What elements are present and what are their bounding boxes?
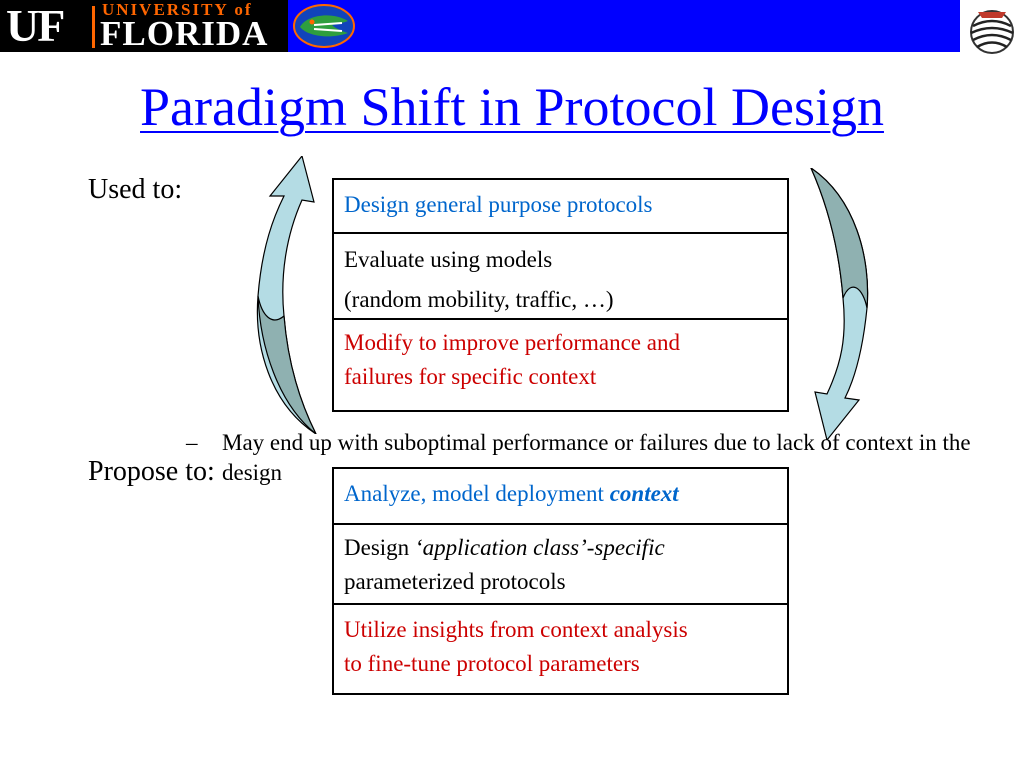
uf-university-line: UNIVERSITY of <box>102 0 253 19</box>
uf-logo-divider <box>92 6 95 48</box>
propose-to-steps-box <box>332 467 789 695</box>
propose-step-2-rest: parameterized protocols <box>344 569 566 594</box>
cycle-arrow-up-icon <box>250 156 322 434</box>
used-step-1 <box>334 180 787 234</box>
used-step-3-line-2: failures for specific context <box>344 364 597 389</box>
propose-step-2 <box>334 525 787 605</box>
uf-florida-line: FLORIDA <box>100 14 269 53</box>
nomads-globe-icon <box>964 2 1020 56</box>
used-step-2-line-1: Evaluate using models <box>344 247 553 272</box>
propose-step-2-text: Design <box>344 535 415 560</box>
propose-step-3 <box>334 605 787 691</box>
used-step-1-text: Design general purpose protocols <box>344 192 653 217</box>
propose-step-1-text: Analyze, model deployment <box>344 481 610 506</box>
propose-step-1-emphasis: context <box>609 481 679 506</box>
uf-logo <box>0 0 288 52</box>
used-to-steps-box <box>332 178 789 412</box>
propose-step-2-emphasis: ‘application class’-specific <box>414 535 665 560</box>
used-step-2-line-2: (random mobility, traffic, …) <box>344 287 614 312</box>
gator-icon <box>292 3 356 49</box>
used-to-label: Used to: <box>88 174 183 205</box>
used-step-2 <box>334 234 787 320</box>
slide-title: Paradigm Shift in Protocol Design <box>140 77 884 137</box>
cycle-arrow-down-icon <box>805 168 875 440</box>
propose-step-3-line-2: to fine-tune protocol parameters <box>344 651 640 676</box>
propose-to-label: Propose to: <box>88 456 215 487</box>
uf-monogram: UF <box>6 0 64 51</box>
used-step-3 <box>334 320 787 408</box>
propose-step-1 <box>334 469 787 525</box>
bullet-note-text: May end up with suboptimal performance or failures due to lack of context in the design <box>222 430 971 485</box>
bullet-dash: – <box>186 430 198 455</box>
used-step-3-line-1: Modify to improve performance and <box>344 330 680 355</box>
propose-step-3-line-1: Utilize insights from context analysis <box>344 617 688 642</box>
